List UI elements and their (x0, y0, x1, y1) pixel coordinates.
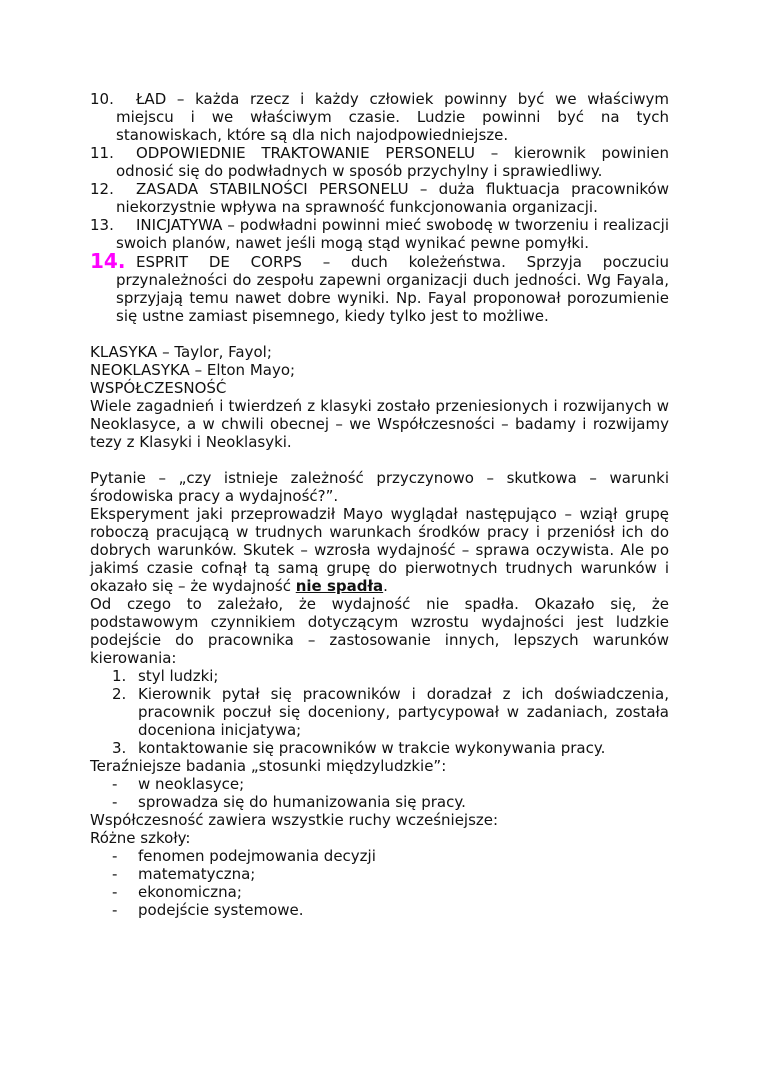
question-paragraph: Pytanie – „czy istnieje zależność przyczynowo – skutkowa – warunki środowiska pracy a wydajność?”. (90, 469, 669, 505)
list-text: w neoklasyce; (138, 775, 245, 793)
principle-number-highlighted: 14. (90, 249, 126, 273)
list-number: 2. (112, 685, 127, 703)
conclusion-paragraph: Od czego to zależało, że wydajność nie spadła. Okazało się, że podstawowym czynnikiem dotyczącym wzrostu wydajności jest ludzkie podejście do pracownika – zastosowanie innych, lepszych warunków kierowania: (90, 595, 669, 667)
principle-item-highlighted (90, 249, 669, 325)
experiment-emphasis: nie spadła (295, 577, 384, 595)
list-bullet: - (112, 883, 118, 901)
principle-number: 11. (90, 144, 114, 162)
list-text: ekonomiczna; (138, 883, 242, 901)
list-item (90, 775, 669, 793)
list-text: styl ludzki; (138, 667, 219, 685)
principle-text: – podwładni powinni mieć swobodę w tworzeniu i realizacji swoich planów, nawet jeśli mogą stąd wynikać pewne pomyłki. (116, 216, 669, 252)
list-item (90, 739, 669, 757)
principle-item (90, 180, 669, 216)
list-bullet: - (112, 901, 118, 919)
schools-label: Różne szkoły: (90, 829, 191, 847)
list-item (90, 847, 669, 865)
list-item (90, 685, 669, 739)
principle-item (90, 90, 669, 144)
factors-list (90, 667, 669, 757)
list-number: 3. (112, 739, 127, 757)
schools-list (90, 847, 669, 919)
list-item (90, 667, 669, 685)
list-text: fenomen podejmowania decyzji (138, 847, 376, 865)
principle-text: – duch koleżeństwa. Sprzyja poczuciu przynależności do zespołu zapewni organizacji duch jedności. Wg Fayala, sprzyjają temu nawet dobre wyniki. Np. Fayal proponował porozumienie się ustne zamiast pisemnego, kiedy tylko jest to możliwe. (116, 253, 669, 325)
list-text: kontaktowanie się pracowników w trakcie wykonywania pracy. (138, 739, 606, 757)
principle-item (90, 216, 669, 252)
principle-text: – kierownik powinien odnosić się do podwładnych w sposób przychylny i sprawiedliwy. (116, 144, 669, 180)
document-page (90, 90, 669, 919)
experiment-paragraph (90, 505, 669, 595)
principle-title: ODPOWIEDNIE TRAKTOWANIE PERSONELU (136, 144, 475, 162)
list-text: matematyczna; (138, 865, 256, 883)
principle-title: ESPRIT DE CORPS (136, 253, 302, 271)
list-text: sprowadza się do humanizowania się pracy. (138, 793, 466, 811)
list-bullet: - (112, 847, 118, 865)
school-neoklasyka: NEOKLASYKA – Elton Mayo; (90, 361, 296, 379)
list-item (90, 865, 669, 883)
list-item (90, 793, 669, 811)
list-item (90, 901, 669, 919)
contemporary-paragraph: Współczesność zawiera wszystkie ruchy wcześniejsze: (90, 811, 499, 829)
list-text: podejście systemowe. (138, 901, 304, 919)
principle-number: 13. (90, 216, 114, 234)
principle-number: 12. (90, 180, 114, 198)
research-list (90, 775, 669, 811)
list-bullet: - (112, 793, 118, 811)
list-bullet: - (112, 775, 118, 793)
list-bullet: - (112, 865, 118, 883)
current-research-heading: Teraźniejsze badania „stosunki międzyludzkie”: (90, 757, 447, 775)
principle-number: 10. (90, 90, 114, 108)
principle-text: – duża fluktuacja pracowników niekorzystnie wpływa na sprawność funkcjonowania organizacji. (116, 180, 669, 216)
principle-title: ZASADA STABILNOŚCI PERSONELU (136, 180, 409, 198)
schools-description: Wiele zagadnień i twierdzeń z klasyki zostało przeniesionych i rozwijanych w Neoklasyce, a w chwili obecnej – we Współczesności – badamy i rozwijamy tezy z Klasyki i Neoklasyki. (90, 397, 669, 451)
experiment-end: . (383, 577, 388, 595)
principle-item (90, 144, 669, 180)
school-klasyka: KLASYKA – Taylor, Fayol; (90, 343, 272, 361)
experiment-text: Eksperyment jaki przeprowadził Mayo wyglądał następująco – wziął grupę roboczą pracującą w trudnych warunkach środków pracy i przeniósł ich do dobrych warunków. Skutek – wzrosła wydajność – sprawa oczywista. Ale po jakimś czasie cofnął tą samą grupę do pierwotnych trudnych warunków i okazało się – że wydajność (90, 505, 669, 595)
list-item (90, 883, 669, 901)
principle-title: INICJATYWA (136, 216, 223, 234)
list-number: 1. (112, 667, 127, 685)
school-wspolczesnosc: WSPÓŁCZESNOŚĆ (90, 379, 227, 397)
list-text: Kierownik pytał się pracowników i doradzał z ich doświadczenia, pracownik poczuł się doceniony, partycypował w zadaniach, została doceniona inicjatywa; (138, 685, 669, 739)
principle-text: – każda rzecz i każdy człowiek powinny być we właściwym miejscu i we właściwym czasie. Ludzie powinni być na tych stanowiskach, które są dla nich najodpowiedniejsze. (116, 90, 669, 144)
principle-title: ŁAD (136, 90, 167, 108)
